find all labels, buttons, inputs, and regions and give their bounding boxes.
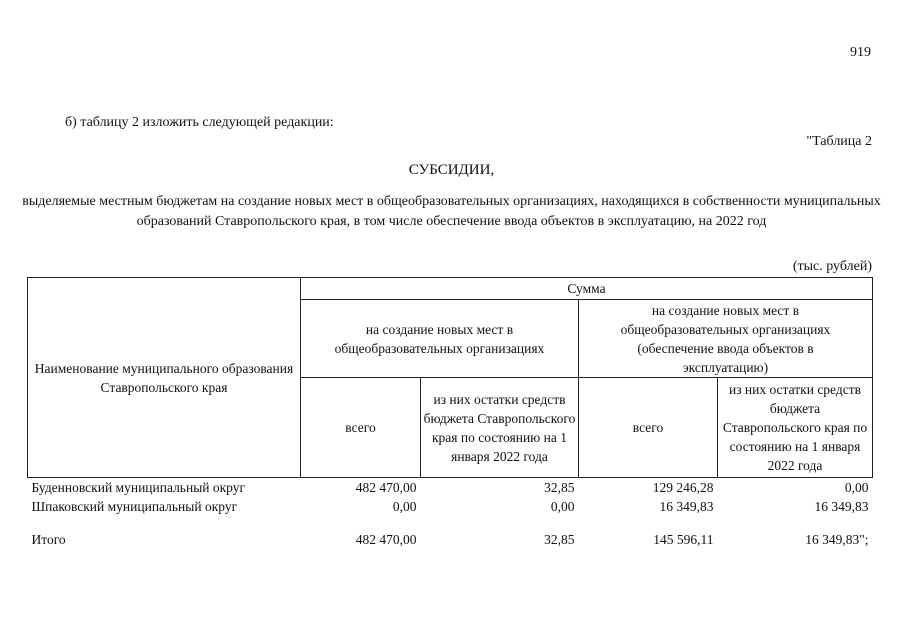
document-subtitle: выделяемые местным бюджетам на создание новых мест в общеобразовательных организациях, находящихся в собственности муниципальных образований Ставропольского края, в том числе обеспечение ввода объектов в эксплуатацию, на 2022 год	[22, 194, 881, 229]
total-value: 16 349,83";	[805, 532, 869, 547]
total-value: 482 470,00	[355, 532, 417, 547]
total-label: Итого	[31, 532, 66, 547]
header-total-2: всего	[579, 378, 718, 478]
row-value: 32,85	[544, 480, 575, 495]
row-value: 16 349,83	[814, 499, 869, 514]
total-value: 145 596,11	[653, 532, 714, 547]
table-reference: "Таблица 2	[806, 134, 872, 149]
table-row	[28, 478, 873, 498]
row-name: Шпаковский муниципальный округ	[31, 499, 238, 514]
row-value: 482 470,00	[355, 480, 417, 495]
row-value: 129 246,28	[652, 480, 714, 495]
header-remainder-1: из них остатки средств бюджета Ставропольского края по состоянию на 1 января 2022 года	[421, 378, 579, 478]
total-row	[28, 530, 873, 549]
header-group-1: на создание новых мест в общеобразовательных организациях	[301, 300, 579, 378]
row-value: 16 349,83	[659, 499, 714, 514]
header-name-col: Наименование муниципального образования Ставропольского края	[28, 278, 301, 478]
row-value: 0,00	[392, 499, 417, 514]
header-total-1: всего	[301, 378, 421, 478]
document-title: СУБСИДИИ,	[408, 162, 495, 178]
row-value: 0,00	[550, 499, 575, 514]
header-group-2: на создание новых мест в общеобразовательных организациях (обеспечение ввода объектов в эксплуатацию)	[579, 300, 873, 378]
table-row	[28, 497, 873, 516]
header-remainder-2: из них остатки средств бюджета Ставропольского края по состоянию на 1 января 2022 года	[718, 378, 873, 478]
units-label: (тыс. рублей)	[792, 259, 872, 274]
page-number: 919	[850, 45, 871, 60]
row-value: 0,00	[844, 480, 869, 495]
header-sum: Сумма	[301, 278, 873, 300]
subsidies-table	[27, 277, 873, 549]
intro-text: б) таблицу 2 изложить следующей редакции:	[65, 115, 334, 130]
total-value: 32,85	[544, 532, 575, 547]
row-name: Буденновский муниципальный округ	[31, 480, 246, 495]
